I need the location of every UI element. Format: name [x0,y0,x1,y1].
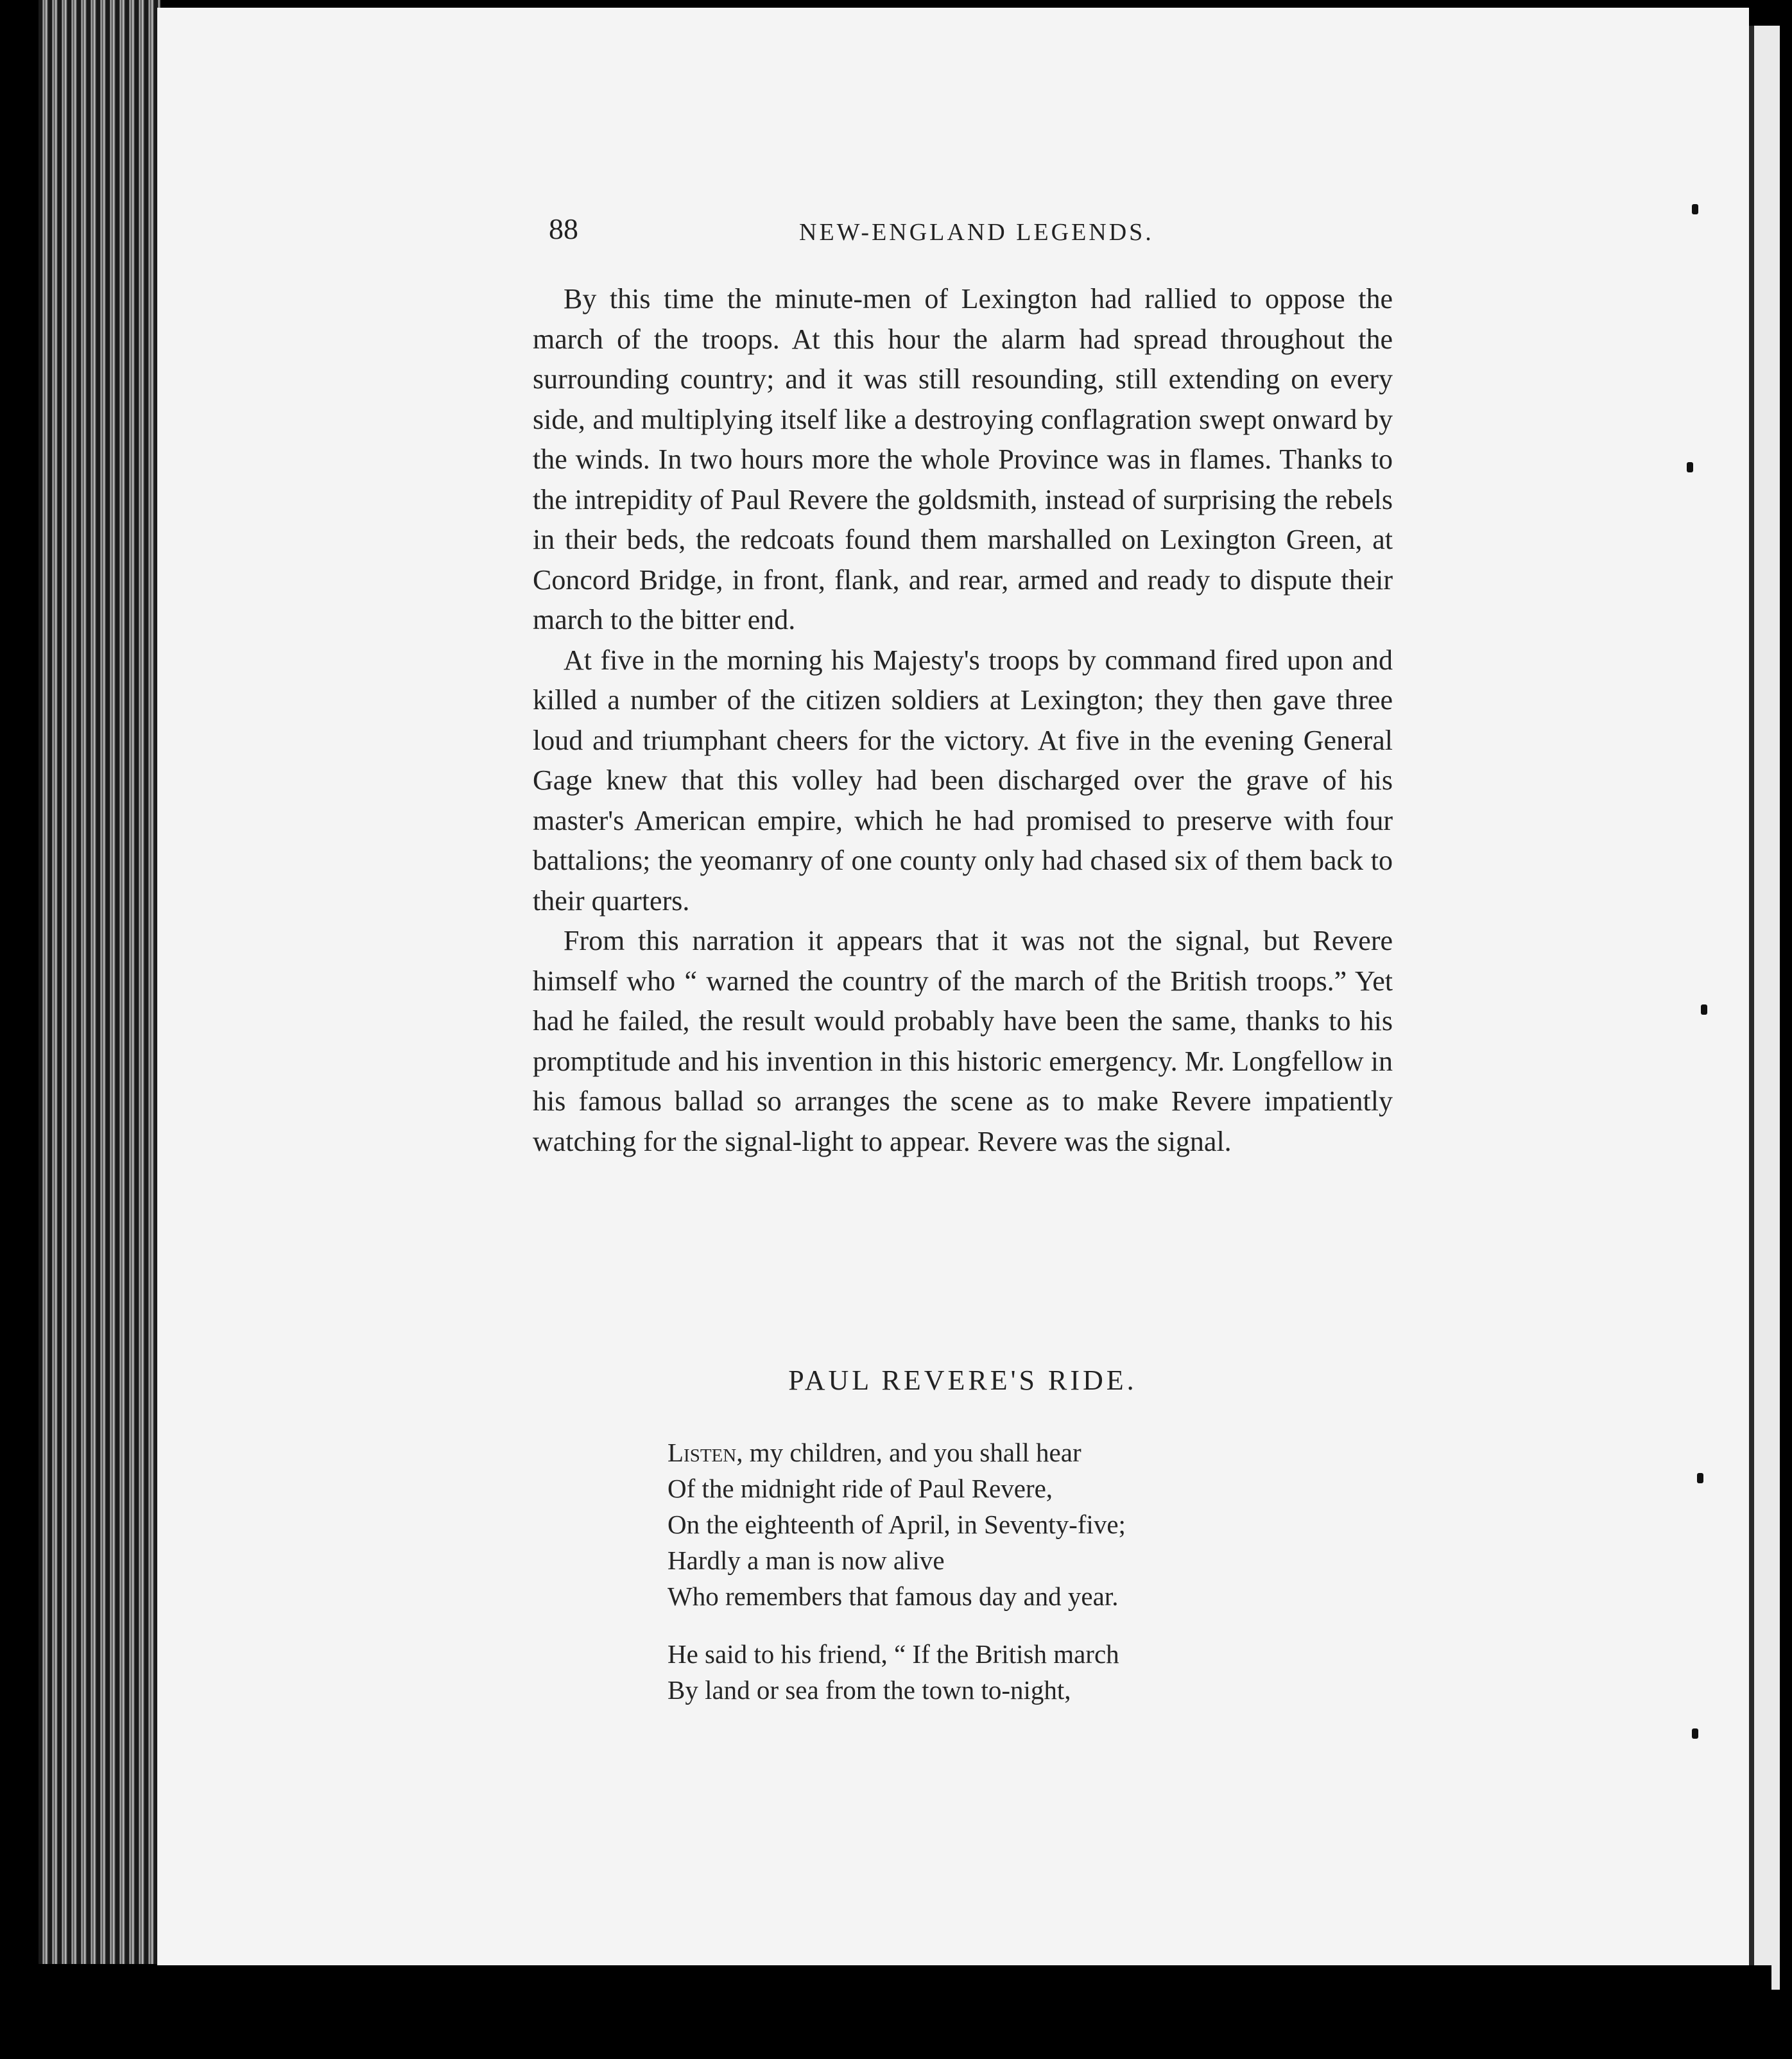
margin-speck [1692,1728,1698,1739]
poem-line: By land or sea from the town to-night, [668,1675,1071,1705]
margin-speck [1692,204,1698,214]
margin-speck [1687,462,1693,472]
poem-stanza [668,1636,1277,1708]
book-binding-edge [39,0,160,1964]
poem-line: Of the midnight ride of Paul Revere, [668,1474,1053,1503]
poem-line-rest: my children, and you shall hear [743,1438,1081,1467]
poem-line [668,1434,1277,1470]
paragraph: From this narration it appears that it was not the signal, but Revere himself who “ warned the country of the march of the British troops.” Yet had he failed, the result would probably have been the same, thanks to his promptitude and his invention in this historic emergency. Mr. Longfellow in his famous ballad so arranges the scene as to make Revere impatiently watching for the signal-light to appear. Revere was the signal. [533,925,1393,1157]
right-page-edge [1749,26,1780,1990]
poem [668,1434,1277,1730]
poem-title: PAUL REVERE'S RIDE. [788,1365,1137,1396]
prose-body [533,279,1393,1162]
poem-line: Who remembers that famous day and year. [668,1581,1119,1611]
running-title: NEW-ENGLAND LEGENDS. [799,219,1154,246]
bottom-scan-border [39,1965,1771,2059]
margin-speck [1697,1473,1703,1483]
paragraph: At five in the morning his Majesty's troops by command fired upon and killed a number of the citizen soldiers at Lexington; they then gave three loud and triumphant cheers for the victory. At five in the evening General Gage knew that this volley had been discharged over the grave of his master's American empire, which he had promised to preserve with four battalions; the yeomanry of one county only had chased six of them back to their quarters. [533,644,1393,917]
page-number: 88 [549,212,578,245]
poem-line: Hardly a man is now alive [668,1546,945,1575]
poem-line: He said to his friend, “ If the British march [668,1639,1119,1669]
margin-speck [1701,1004,1707,1015]
running-head [549,212,1357,250]
paragraph: By this time the minute-men of Lexington had rallied to oppose the march of the troops. At this hour the alarm had spread throughout the surrounding country; and it was still resounding, still extending on every side, and multiplying itself like a destroying conflagration swept onward by the winds. In two hours more the whole Province was in flames. Thanks to the intrepidity of Paul Revere the goldsmith, instead of surprising the rebels in their beds, the redcoats found them marshalled on Lexington Green, at Concord Bridge, in front, flank, and rear, armed and ready to dispute their march to the bitter end. [533,283,1393,635]
poem-stanza [668,1434,1277,1614]
poem-opening-word: Listen, [668,1438,743,1467]
poem-line: On the eighteenth of April, in Seventy-five; [668,1510,1126,1539]
